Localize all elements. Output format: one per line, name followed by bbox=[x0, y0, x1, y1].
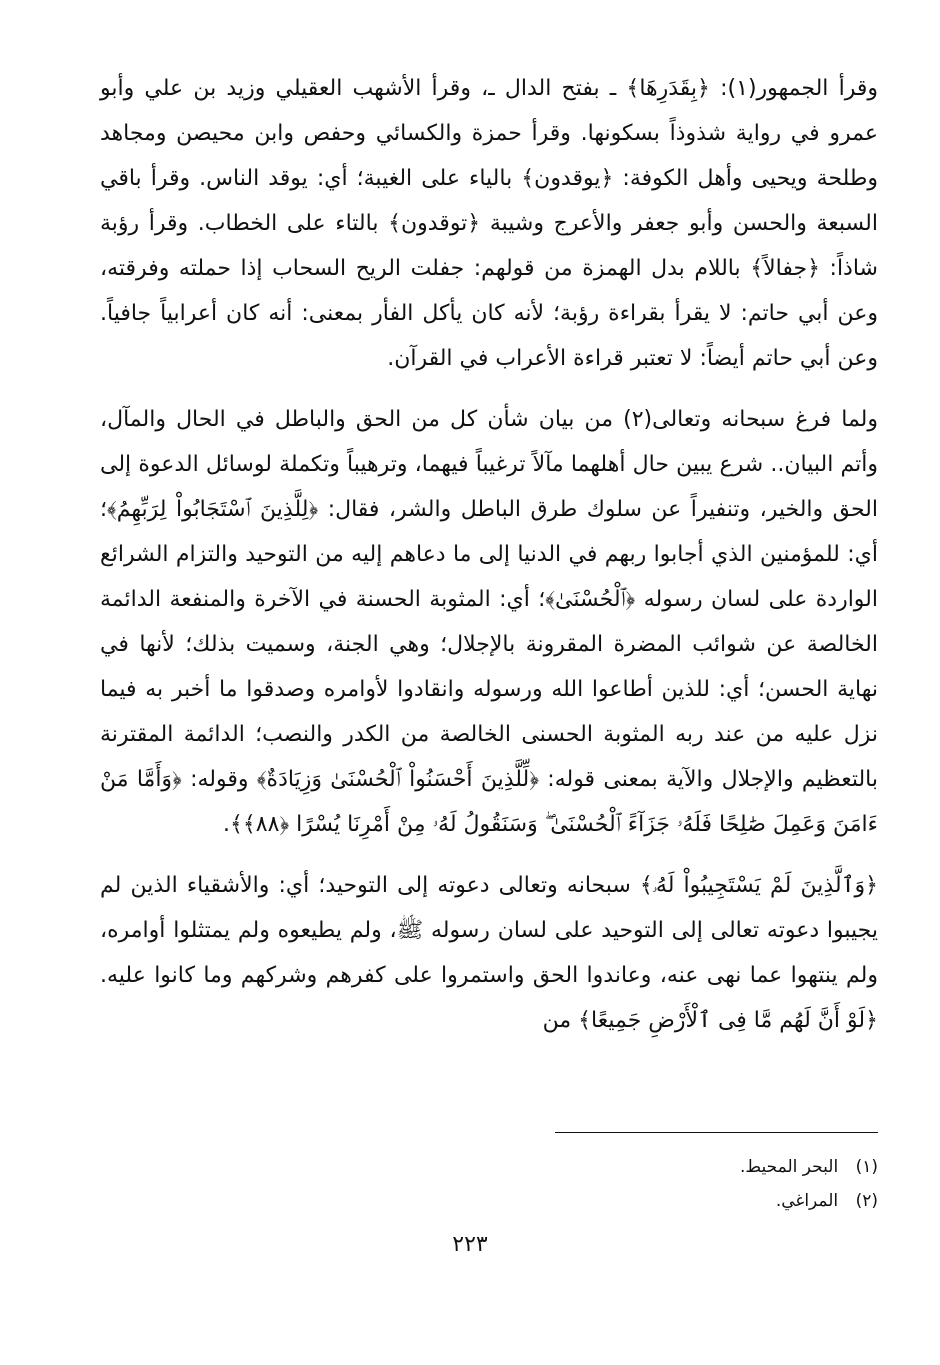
footnote-2 bbox=[500, 1184, 878, 1218]
footnote-divider bbox=[555, 1132, 878, 1133]
paragraph-1: وقرأ الجمهور(١): ﴿بِقَدَرِهَا﴾ ـ بفتح الدال ـ، وقرأ الأشهب العقيلي وزيد بن علي وأبو عمرو في رواية شذوذاً بسكونها. وقرأ حمزة والكسائي وحفص وابن محيصن ومجاهد وطلحة ويحيى وأهل الكوفة: ﴿يوقدون﴾ بالياء على الغيبة؛ أي: يوقد الناس. وقرأ باقي السبعة والحسن وأبو جعفر والأعرج وشيبة ﴿توقدون﴾ بالتاء على الخطاب. وقرأ رؤبة شاذاً: ﴿جفالاً﴾ باللام بدل الهمزة من قولهم: جفلت الريح السحاب إذا حملته وفرقته، وعن أبي حاتم: لا يقرأ بقراءة رؤبة؛ لأنه كان يأكل الفأر بمعنى: أنه كان أعرابياً جافياً. وعن أبي حاتم أيضاً: لا تعتبر قراءة الأعراب في القرآن. bbox=[100, 76, 878, 371]
footnote-text: البحر المحيط. bbox=[740, 1157, 839, 1177]
paragraph-3: ﴿وَٱلَّذِينَ لَمْ يَسْتَجِيبُواْ لَهُۥ﴾ سبحانه وتعالى دعوته إلى التوحيد؛ أي: والأشقياء الذين لم يجيبوا دعوته تعالى إلى التوحيد على لسان رسوله ﷺ، ولم يطيعوه ولم يمتثلوا أوامره، ولم ينتهوا عما نهى عنه، وعاندوا الحق واستمروا على كفرهم وشركهم وما كانوا عليه. ﴿لَوْ أَنَّ لَهُم مَّا فِى ٱلْأَرْضِ جَمِيعًا﴾ من bbox=[100, 873, 878, 1033]
footnotes bbox=[500, 1150, 878, 1218]
paragraph-2: ولما فرغ سبحانه وتعالى(٢) من بيان شأن كل من الحق والباطل في الحال والمآل، وأتم البيان.. شرع يبين حال أهلهما مآلاً ترغيباً فيهما، وترهيباً وتكملة لوسائل الدعوة إلى الحق والخير، وتنفيراً عن سلوك طرق الباطل والشر، فقال: ﴿لِلَّذِينَ ٱسْتَجَابُواْ لِرَبِّهِمُ﴾؛ أي: للمؤمنين الذي أجابوا ربهم في الدنيا إلى ما دعاهم إليه من التوحيد والتزام الشرائع الواردة على لسان رسوله ﴿ٱلْحُسْنَىٰ﴾؛ أي: المثوبة الحسنة في الآخرة والمنفعة الدائمة الخالصة عن شوائب المضرة المقرونة بالإجلال؛ وهي الجنة، وسميت بذلك؛ لأنها في نهاية الحسن؛ أي: للذين أطاعوا الله ورسوله وانقادوا لأوامره وصدقوا ما أخبر به فيما نزل عليه من عند ربه المثوبة الحسنى الخالصة من الكدر والنصب؛ الدائمة المقترنة بالتعظيم والإجلال والآية بمعنى قوله: ﴿لِّلَّذِينَ أَحْسَنُواْ ٱلْحُسْنَىٰ وَزِيَادَةٌ﴾ وقوله: ﴿وَأَمَّا مَنْ ءَامَنَ وَعَمِلَ صَٰلِحًا فَلَهُۥ جَزَآءً ٱلْحُسْنَىٰ ۖ وَسَنَقُولُ لَهُۥ مِنْ أَمْرِنَا يُسْرًا ﴿٨٨﴾﴾. bbox=[100, 407, 878, 837]
main-text bbox=[100, 66, 878, 1043]
page-number: ٢٢٣ bbox=[452, 1232, 488, 1257]
footnote-1 bbox=[500, 1150, 878, 1184]
footnote-text: المراغي. bbox=[775, 1191, 839, 1211]
footnote-number: (٢) bbox=[855, 1191, 878, 1211]
footnote-number: (١) bbox=[855, 1157, 878, 1177]
